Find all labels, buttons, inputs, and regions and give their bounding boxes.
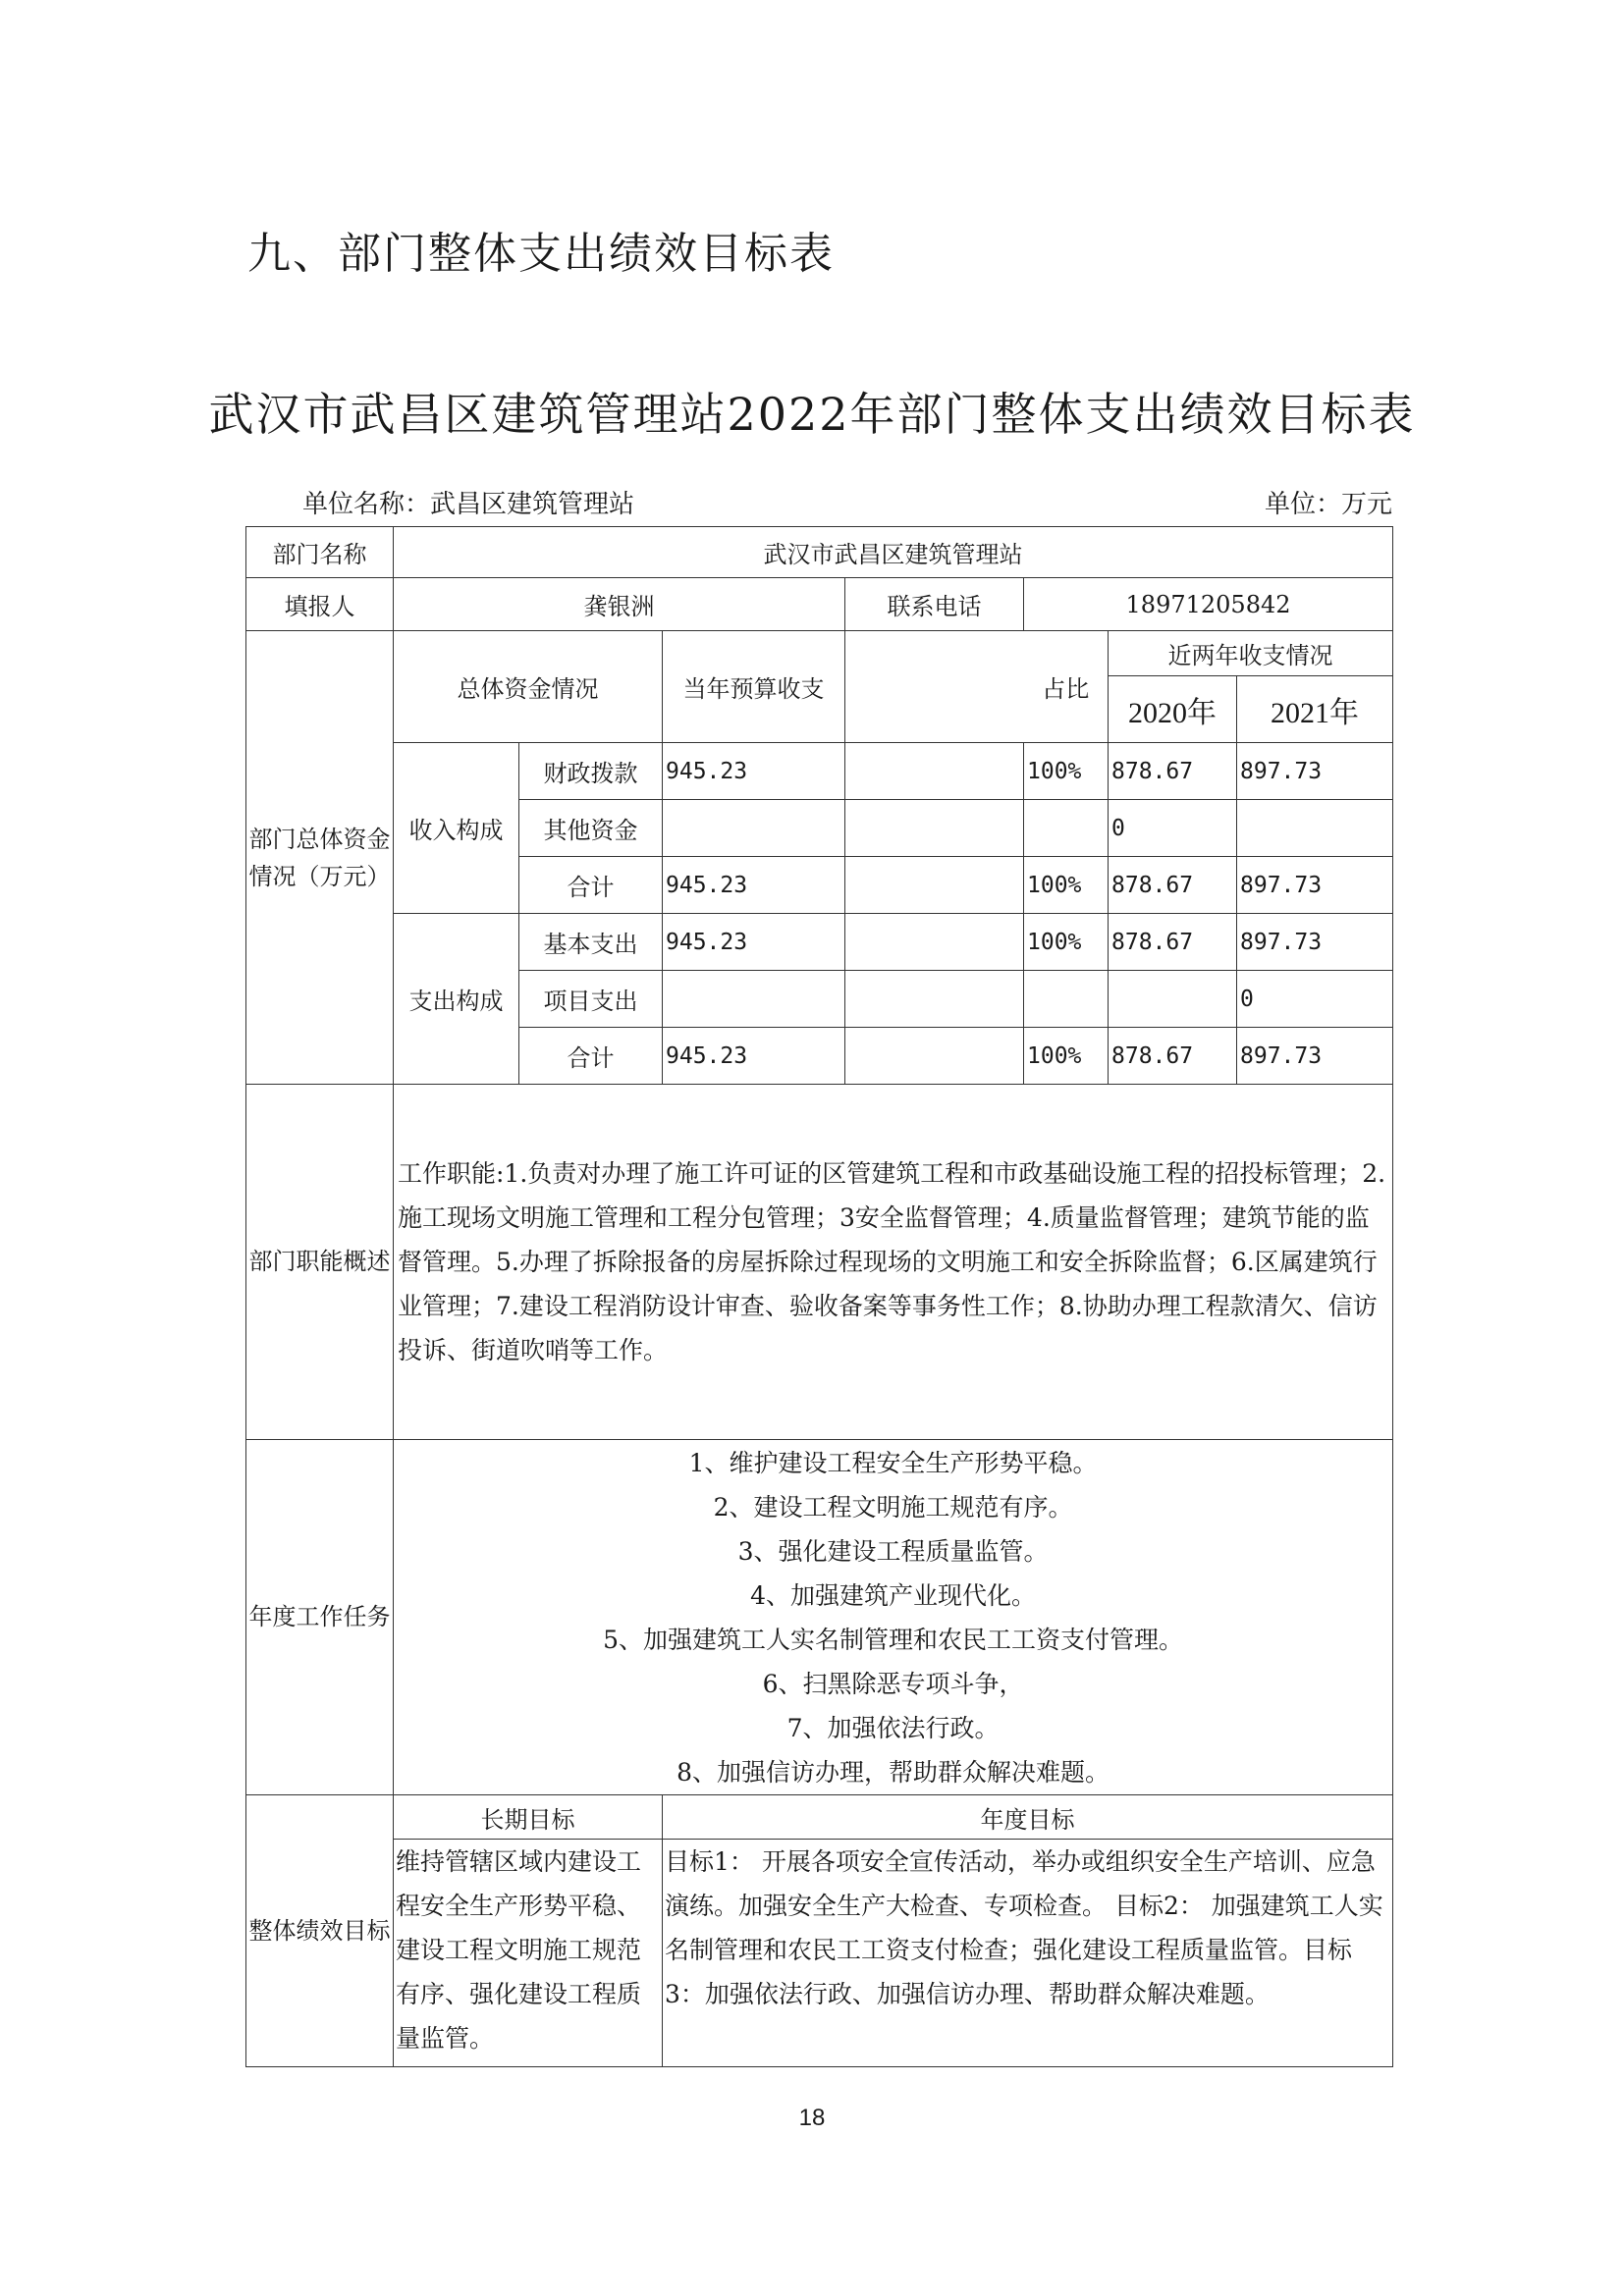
- row-2021: 897.73: [1237, 857, 1393, 914]
- row-2021: 0: [1237, 971, 1393, 1028]
- row-ratio: 100%: [1024, 1028, 1109, 1085]
- duties-label: 部门职能概述: [246, 1085, 394, 1440]
- row-budget: [663, 800, 845, 857]
- row-2021: [1237, 800, 1393, 857]
- row-2020: 878.67: [1109, 914, 1237, 971]
- row-ratio: [1024, 800, 1109, 857]
- row-item: 基本支出: [519, 914, 663, 971]
- page-number: 18: [798, 2105, 826, 2131]
- row-item: 其他资金: [519, 800, 663, 857]
- row-2020: 878.67: [1109, 1028, 1237, 1085]
- task-item: 1、维护建设工程安全生产形势平稳。: [688, 1448, 1098, 1477]
- row-empty: [845, 971, 1024, 1028]
- table-title: 武汉市武昌区建筑管理站2022年部门整体支出绩效目标表: [208, 388, 1416, 441]
- task-item: 6、扫黑除恶专项斗争，: [762, 1669, 1024, 1698]
- task-item: 7、加强依法行政。: [786, 1713, 1000, 1742]
- dept-value: 武汉市武昌区建筑管理站: [394, 527, 1393, 578]
- header-ratio: 占比: [1024, 631, 1109, 743]
- long-target-header: 长期目标: [394, 1795, 663, 1840]
- expense-label: 支出构成: [394, 914, 519, 1085]
- header-recent: 近两年收支情况: [1109, 631, 1393, 676]
- header-empty: [845, 631, 1024, 743]
- row-item: 合计: [519, 1028, 663, 1085]
- unit-name: 单位名称：武昌区建筑管理站: [302, 490, 635, 519]
- header-overall: 总体资金情况: [394, 631, 663, 743]
- tasks-label: 年度工作任务: [246, 1440, 394, 1795]
- unit-label: 单位：万元: [1264, 490, 1392, 519]
- row-empty: [845, 914, 1024, 971]
- row-empty: [845, 800, 1024, 857]
- section-heading: 九、部门整体支出绩效目标表: [247, 229, 835, 279]
- phone-value: 18971205842: [1024, 578, 1393, 631]
- long-target-text: 维持管辖区域内建设工程安全生产形势平稳、建设工程文明施工规范有序、强化建设工程质量监管。: [394, 1840, 663, 2067]
- targets-label: 整体绩效目标: [246, 1795, 394, 2067]
- row-budget: 945.23: [663, 914, 845, 971]
- task-item: 3、强化建设工程质量监管。: [737, 1536, 1049, 1566]
- row-2020: 878.67: [1109, 743, 1237, 800]
- row-item: 财政拨款: [519, 743, 663, 800]
- filler-label: 填报人: [246, 578, 394, 631]
- task-item: 4、加强建筑产业现代化。: [750, 1580, 1036, 1610]
- row-empty: [845, 857, 1024, 914]
- row-ratio: [1024, 971, 1109, 1028]
- annual-target-text: 目标1： 开展各项安全宣传活动，举办或组织安全生产培训、应急演练。加强安全生产大检查、专项检查。 目标2： 加强建筑工人实名制管理和农民工工资支付检查；强化建设工程质量监管。目标3：加强依法行政、加强信访办理、帮助群众解决难题。: [663, 1840, 1393, 2067]
- row-ratio: 100%: [1024, 914, 1109, 971]
- filler-value: 龚银洲: [394, 578, 845, 631]
- header-year-2020: 2020年: [1109, 676, 1237, 743]
- duties-text: 工作职能:1.负责对办理了施工许可证的区管建筑工程和市政基础设施工程的招投标管理；2.施工现场文明施工管理和工程分包管理；3安全监督管理；4.质量监督管理；建筑节能的监督管理。5.办理了拆除报备的房屋拆除过程现场的文明施工和安全拆除监督；6.区属建筑行业管理；7.建设工程消防设计审查、验收备案等事务性工作；8.协助办理工程款清欠、信访投诉、街道吹哨等工作。: [394, 1085, 1393, 1440]
- row-budget: [663, 971, 845, 1028]
- performance-table: [245, 526, 1393, 2067]
- row-item: 项目支出: [519, 971, 663, 1028]
- task-item: 2、建设工程文明施工规范有序。: [713, 1492, 1073, 1522]
- row-2020: 0: [1109, 800, 1237, 857]
- row-empty: [845, 1028, 1024, 1085]
- tasks-list: [394, 1440, 1393, 1795]
- row-2020: 878.67: [1109, 857, 1237, 914]
- row-2020: [1109, 971, 1237, 1028]
- row-budget: 945.23: [663, 1028, 845, 1085]
- header-budget: 当年预算收支: [663, 631, 845, 743]
- row-ratio: 100%: [1024, 857, 1109, 914]
- dept-label: 部门名称: [246, 527, 394, 578]
- row-budget: 945.23: [663, 857, 845, 914]
- funds-section-label: 部门总体资金情况（万元）: [246, 631, 394, 1085]
- phone-label: 联系电话: [845, 578, 1024, 631]
- row-2021: 897.73: [1237, 1028, 1393, 1085]
- header-year-2021: 2021年: [1237, 676, 1393, 743]
- task-item: 5、加强建筑工人实名制管理和农民工工资支付管理。: [603, 1625, 1183, 1654]
- row-budget: 945.23: [663, 743, 845, 800]
- row-empty: [845, 743, 1024, 800]
- annual-target-header: 年度目标: [663, 1795, 1393, 1840]
- income-label: 收入构成: [394, 743, 519, 914]
- row-ratio: 100%: [1024, 743, 1109, 800]
- row-2021: 897.73: [1237, 743, 1393, 800]
- row-2021: 897.73: [1237, 914, 1393, 971]
- row-item: 合计: [519, 857, 663, 914]
- task-item: 8、加强信访办理，帮助群众解决难题。: [677, 1757, 1110, 1787]
